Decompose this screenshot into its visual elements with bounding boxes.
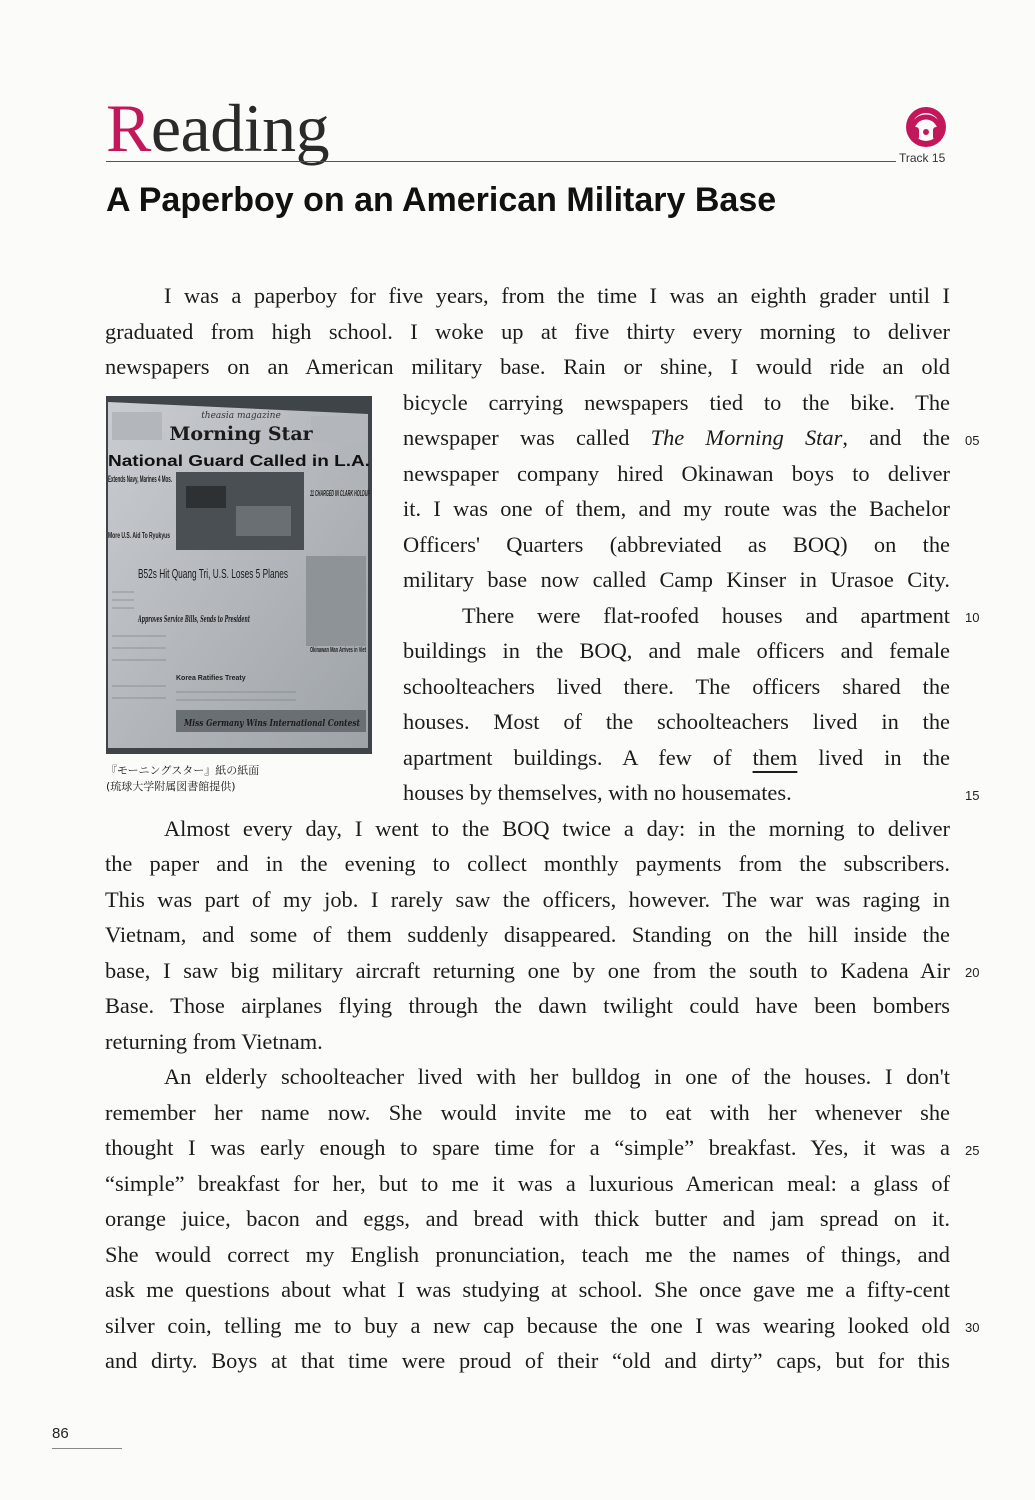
side-headline-1: Extends Navy, Marines 4 Mos. — [108, 474, 172, 484]
body-text: , and the — [842, 425, 950, 450]
body-line: bicycle carrying newspapers tied to the bike. The — [403, 389, 950, 415]
body-line: schoolteachers lived there. The officers shared the — [403, 673, 950, 699]
side-headline-2: 11 CHARGED IN CLARK HOLDUP — [310, 489, 371, 498]
news-item-2: Okinawan Man Arrives in Viet — [310, 647, 367, 654]
section-heading — [106, 92, 329, 164]
body-line: newspaper company hired Okinawan boys to deliver — [403, 460, 950, 486]
body-line: This was part of my job. I rarely saw the officers, however. The war was raging in — [105, 886, 950, 912]
article-title: A Paperboy on an American Military Base — [106, 181, 777, 219]
page-number-rule — [52, 1448, 122, 1449]
line-number: 25 — [965, 1143, 980, 1158]
body-line: ask me questions about what I was studying at school. She once gave me a fifty-cent — [105, 1277, 950, 1302]
body-line: silver coin, telling me to buy a new cap because the one I was wearing looked old — [105, 1312, 950, 1338]
body-line: houses by themselves, with no housemates. — [403, 780, 792, 805]
line-number: 20 — [965, 965, 980, 980]
body-line: military base now called Camp Kinser in Urasoe City. — [403, 567, 950, 592]
body-line: graduated from high school. I woke up at five thirty every morning to deliver — [105, 318, 950, 344]
body-line: base, I saw big military aircraft returning one by one from the south to Kadena Air — [105, 957, 950, 983]
news-item-3: Korea Ratifies Treaty — [176, 675, 246, 682]
body-line: orange juice, bacon and eggs, and bread with thick butter and jam spread on it. — [105, 1206, 950, 1231]
body-line: Vietnam, and some of them suddenly disappeared. Standing on the hill inside the — [105, 922, 950, 947]
body-line: the paper and in the evening to collect monthly payments from the subscribers. — [105, 851, 950, 876]
newspaper-photo — [106, 396, 372, 754]
body-line: returning from Vietnam. — [105, 1028, 323, 1054]
headline-main: National Guard Called in L.A. — [108, 453, 370, 470]
body-text: newspaper was called — [403, 425, 651, 450]
body-line — [403, 740, 950, 776]
page-number: 86 — [52, 1425, 69, 1442]
body-line: I was a paperboy for five years, from the time I was an eighth grader until I — [164, 283, 950, 308]
body-line: remember her name now. She would invite me to eat with her whenever she — [105, 1099, 950, 1125]
heading-rule — [106, 161, 896, 162]
body-line: it. I was one of them, and my route was the Bachelor — [403, 496, 950, 521]
body-line: There were flat-roofed houses and apartment — [462, 602, 950, 628]
body-line: Officers' Quarters (abbreviated as BOQ) on the — [403, 531, 950, 557]
line-number: 10 — [965, 610, 980, 625]
body-line: Base. Those airplanes flying through the dawn twilight could have been bombers — [105, 993, 950, 1018]
body-text: lived in the — [797, 744, 950, 770]
body-line: Almost every day, I went to the BOQ twice a day: in the morning to deliver — [164, 815, 950, 841]
sub-headline: B52s Hit Quang Tri, U.S. Loses 5 Planes — [138, 566, 289, 581]
news-item-1: Approves Service Bills, Sends to President — [137, 615, 251, 625]
photo-caption — [106, 763, 259, 795]
news-item-4: Miss Germany Wins International Contest — [183, 719, 361, 729]
body-line: thought I was early enough to spare time for a “simple” breakfast. Yes, it was a — [105, 1135, 950, 1160]
caption-line-1: 『モーニングスター』紙の紙面 — [106, 764, 260, 777]
body-line: buildings in the BOQ, and male officers and female — [403, 638, 950, 663]
body-line: An elderly schoolteacher lived with her bulldog in one of the houses. I don't — [164, 1064, 950, 1089]
section-heading-rest: eading — [150, 90, 330, 166]
body-line: “simple” breakfast for her, but to me it was a luxurious American meal: a glass of — [105, 1170, 950, 1196]
underlined-word: them — [752, 744, 798, 770]
body-line — [403, 420, 950, 456]
audio-track-icon[interactable] — [901, 105, 951, 149]
body-line: newspapers on an American military base. Rain or shine, I would ride an old — [105, 354, 950, 379]
line-number: 15 — [965, 788, 980, 803]
newspaper-name: The Morning Star — [650, 425, 843, 450]
masthead: Morning Star — [169, 423, 313, 445]
masthead-small: theasia magazine — [201, 411, 281, 421]
body-line: She would correct my English pronunciation, teach me the names of things, and — [105, 1241, 950, 1267]
body-line: houses. Most of the schoolteachers lived in the — [403, 709, 950, 734]
caption-line-2: (琉球大学附属図書館提供) — [106, 780, 236, 793]
side-headline-3: More U.S. Aid To Ryukyus — [108, 531, 171, 540]
track-label: Track 15 — [899, 151, 946, 165]
line-number: 30 — [965, 1320, 980, 1335]
body-text: apartment buildings. A few of — [403, 744, 753, 770]
section-heading-initial: R — [106, 90, 151, 166]
line-number: 05 — [965, 433, 980, 448]
body-line: and dirty. Boys at that time were proud of their “old and dirty” caps, but for this — [105, 1348, 950, 1373]
